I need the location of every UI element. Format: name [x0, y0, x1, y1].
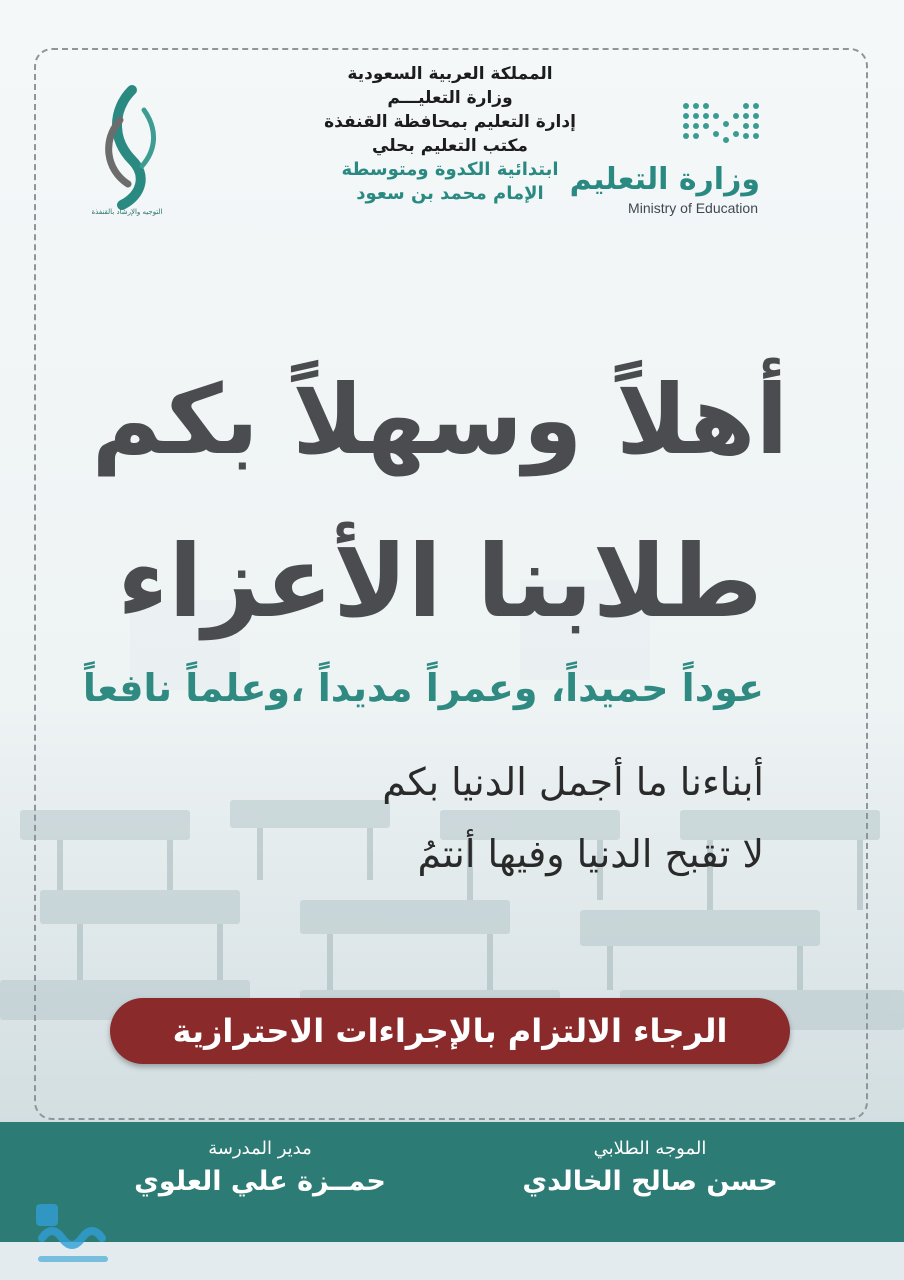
school-name-line2: الإمام محمد بن سعود [356, 183, 544, 204]
principal-signature [130, 1136, 390, 1202]
verse-line-1: أبناءنا ما أجمل الدنيا بكم [382, 760, 764, 804]
header-administration: إدارة التعليم بمحافظة القنفذة [324, 112, 576, 132]
wish-line: عوداً حميداً، وعمراً مديداً ،وعلماً نافعاً [82, 666, 764, 710]
counselor-signature [520, 1136, 780, 1202]
header-kingdom: المملكة العربية السعودية [347, 64, 553, 84]
header-ministry: وزارة التعليـــم [387, 88, 513, 108]
moe-dots-icon [678, 96, 768, 156]
precautions-banner [110, 998, 790, 1064]
precautions-text: الرجاء الالتزام بالإجراءات الاحترازية [172, 1012, 728, 1050]
guidance-logo [72, 80, 182, 230]
moe-english-name: Ministry of Education [628, 200, 758, 216]
principal-role: مدير المدرسة [208, 1138, 312, 1159]
verse-line-2: لا تقبح الدنيا وفيها أنتمُ [417, 832, 764, 876]
counselor-role: الموجه الطلابي [593, 1138, 707, 1159]
counselor-name: حسن صالح الخالدي [522, 1166, 778, 1197]
guidance-emblem-icon [72, 80, 182, 210]
header-office: مكتب التعليم بحلي [372, 136, 528, 156]
moe-arabic-name: وزارة التعليم [569, 162, 760, 197]
welcome-subtitle: طلابنا الأعزاء [117, 523, 763, 640]
school-name-line1: ابتدائية الكدوة ومتوسطة [341, 159, 559, 180]
guidance-caption: التوجيه والإرشاد بالقنفذة [91, 208, 163, 216]
official-header [300, 62, 600, 206]
moe-logo [569, 96, 768, 226]
site-watermark-icon [28, 1198, 118, 1278]
welcome-title: أهلاً وسهلاً بكم [91, 364, 789, 476]
footer-bottom-strip [0, 1242, 904, 1280]
principal-name: حمــزة علي العلوي [134, 1166, 386, 1197]
